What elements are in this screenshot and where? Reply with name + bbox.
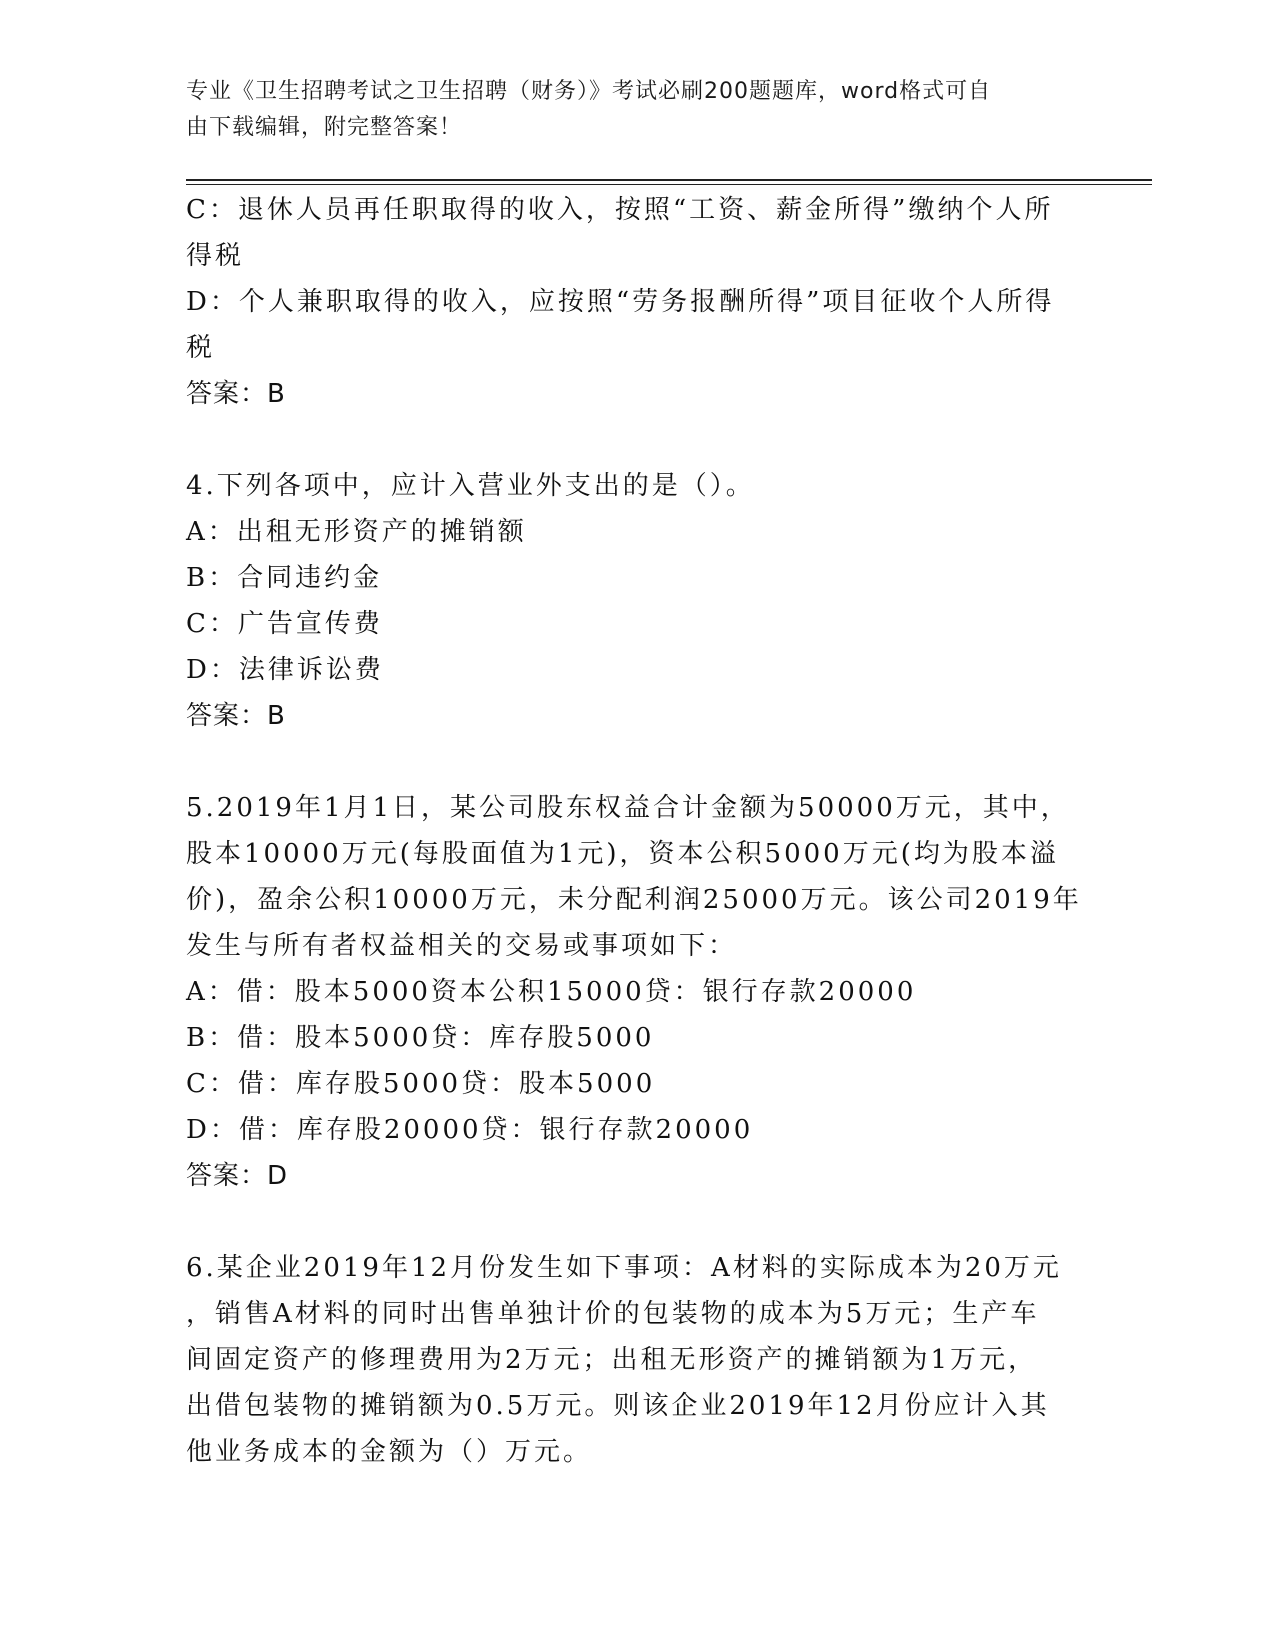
option-c-line-2: 得税 bbox=[186, 241, 245, 271]
option-d: D：法律诉讼费 bbox=[186, 655, 384, 685]
option-b: B：合同违约金 bbox=[186, 563, 383, 593]
question-stem-line-3: 间固定资产的修理费用为2万元；出租无形资产的摊销额为1万元， bbox=[186, 1345, 1038, 1375]
answer-label: 答案：B bbox=[186, 701, 286, 731]
header-line-1: 专业《卫生招聘考试之卫生招聘（财务）》考试必刷200题题库，word格式可自 bbox=[186, 79, 992, 104]
spacer bbox=[186, 417, 1066, 463]
question-stem-line-4: 出借包装物的摊销额为0.5万元。则该企业2019年12月份应计入其 bbox=[186, 1391, 1050, 1421]
option-d-line-2: 税 bbox=[186, 333, 216, 363]
question-5 bbox=[186, 785, 1082, 1199]
question-stem-line-5: 他业务成本的金额为（）万元。 bbox=[186, 1437, 593, 1467]
header-divider-thin bbox=[186, 184, 1152, 185]
question-4 bbox=[186, 463, 1066, 739]
spacer bbox=[186, 739, 1066, 785]
option-c-line-1: C：退休人员再任职取得的收入，按照“工资、薪金所得”缴纳个人所 bbox=[186, 195, 1054, 225]
question-stem-line-4: 发生与所有者权益相关的交易或事项如下： bbox=[186, 931, 738, 961]
option-d-line-1: D：个人兼职取得的收入，应按照“劳务报酬所得”项目征收个人所得 bbox=[186, 287, 1055, 317]
document-header bbox=[186, 74, 1066, 146]
document-body bbox=[186, 187, 1082, 1475]
question-stem-line-1: 5.2019年1月1日，某公司股东权益合计金额为50000万元，其中， bbox=[186, 793, 1070, 823]
option-d: D：借：库存股20000贷：银行存款20000 bbox=[186, 1115, 754, 1145]
header-line-2: 由下载编辑，附完整答案！ bbox=[186, 115, 463, 140]
option-c: C：借：库存股5000贷：股本5000 bbox=[186, 1069, 656, 1099]
option-a: A：出租无形资产的摊销额 bbox=[186, 517, 527, 547]
option-b: B：借：股本5000贷：库存股5000 bbox=[186, 1023, 655, 1053]
question-6 bbox=[186, 1245, 1066, 1475]
option-c: C：广告宣传费 bbox=[186, 609, 383, 639]
spacer bbox=[186, 1199, 1066, 1245]
question-stem: 4.下列各项中，应计入营业外支出的是（）。 bbox=[186, 471, 755, 501]
option-a: A：借：股本5000资本公积15000贷：银行存款20000 bbox=[186, 977, 917, 1007]
question-3-continued bbox=[186, 187, 1066, 417]
answer-label: 答案：D bbox=[186, 1161, 289, 1191]
question-stem-line-2: ，销售A材料的同时出售单独计价的包装物的成本为5万元；生产车 bbox=[186, 1299, 1040, 1329]
header-divider-thick bbox=[186, 179, 1152, 181]
question-stem-line-3: 价)，盈余公积10000万元，未分配利润25000万元。该公司2019年 bbox=[186, 885, 1082, 915]
question-stem-line-1: 6.某企业2019年12月份发生如下事项：A材料的实际成本为20万元 bbox=[186, 1253, 1062, 1283]
answer-label: 答案：B bbox=[186, 379, 286, 409]
question-stem-line-2: 股本10000万元(每股面值为1元)，资本公积5000万元(均为股本溢 bbox=[186, 839, 1059, 869]
